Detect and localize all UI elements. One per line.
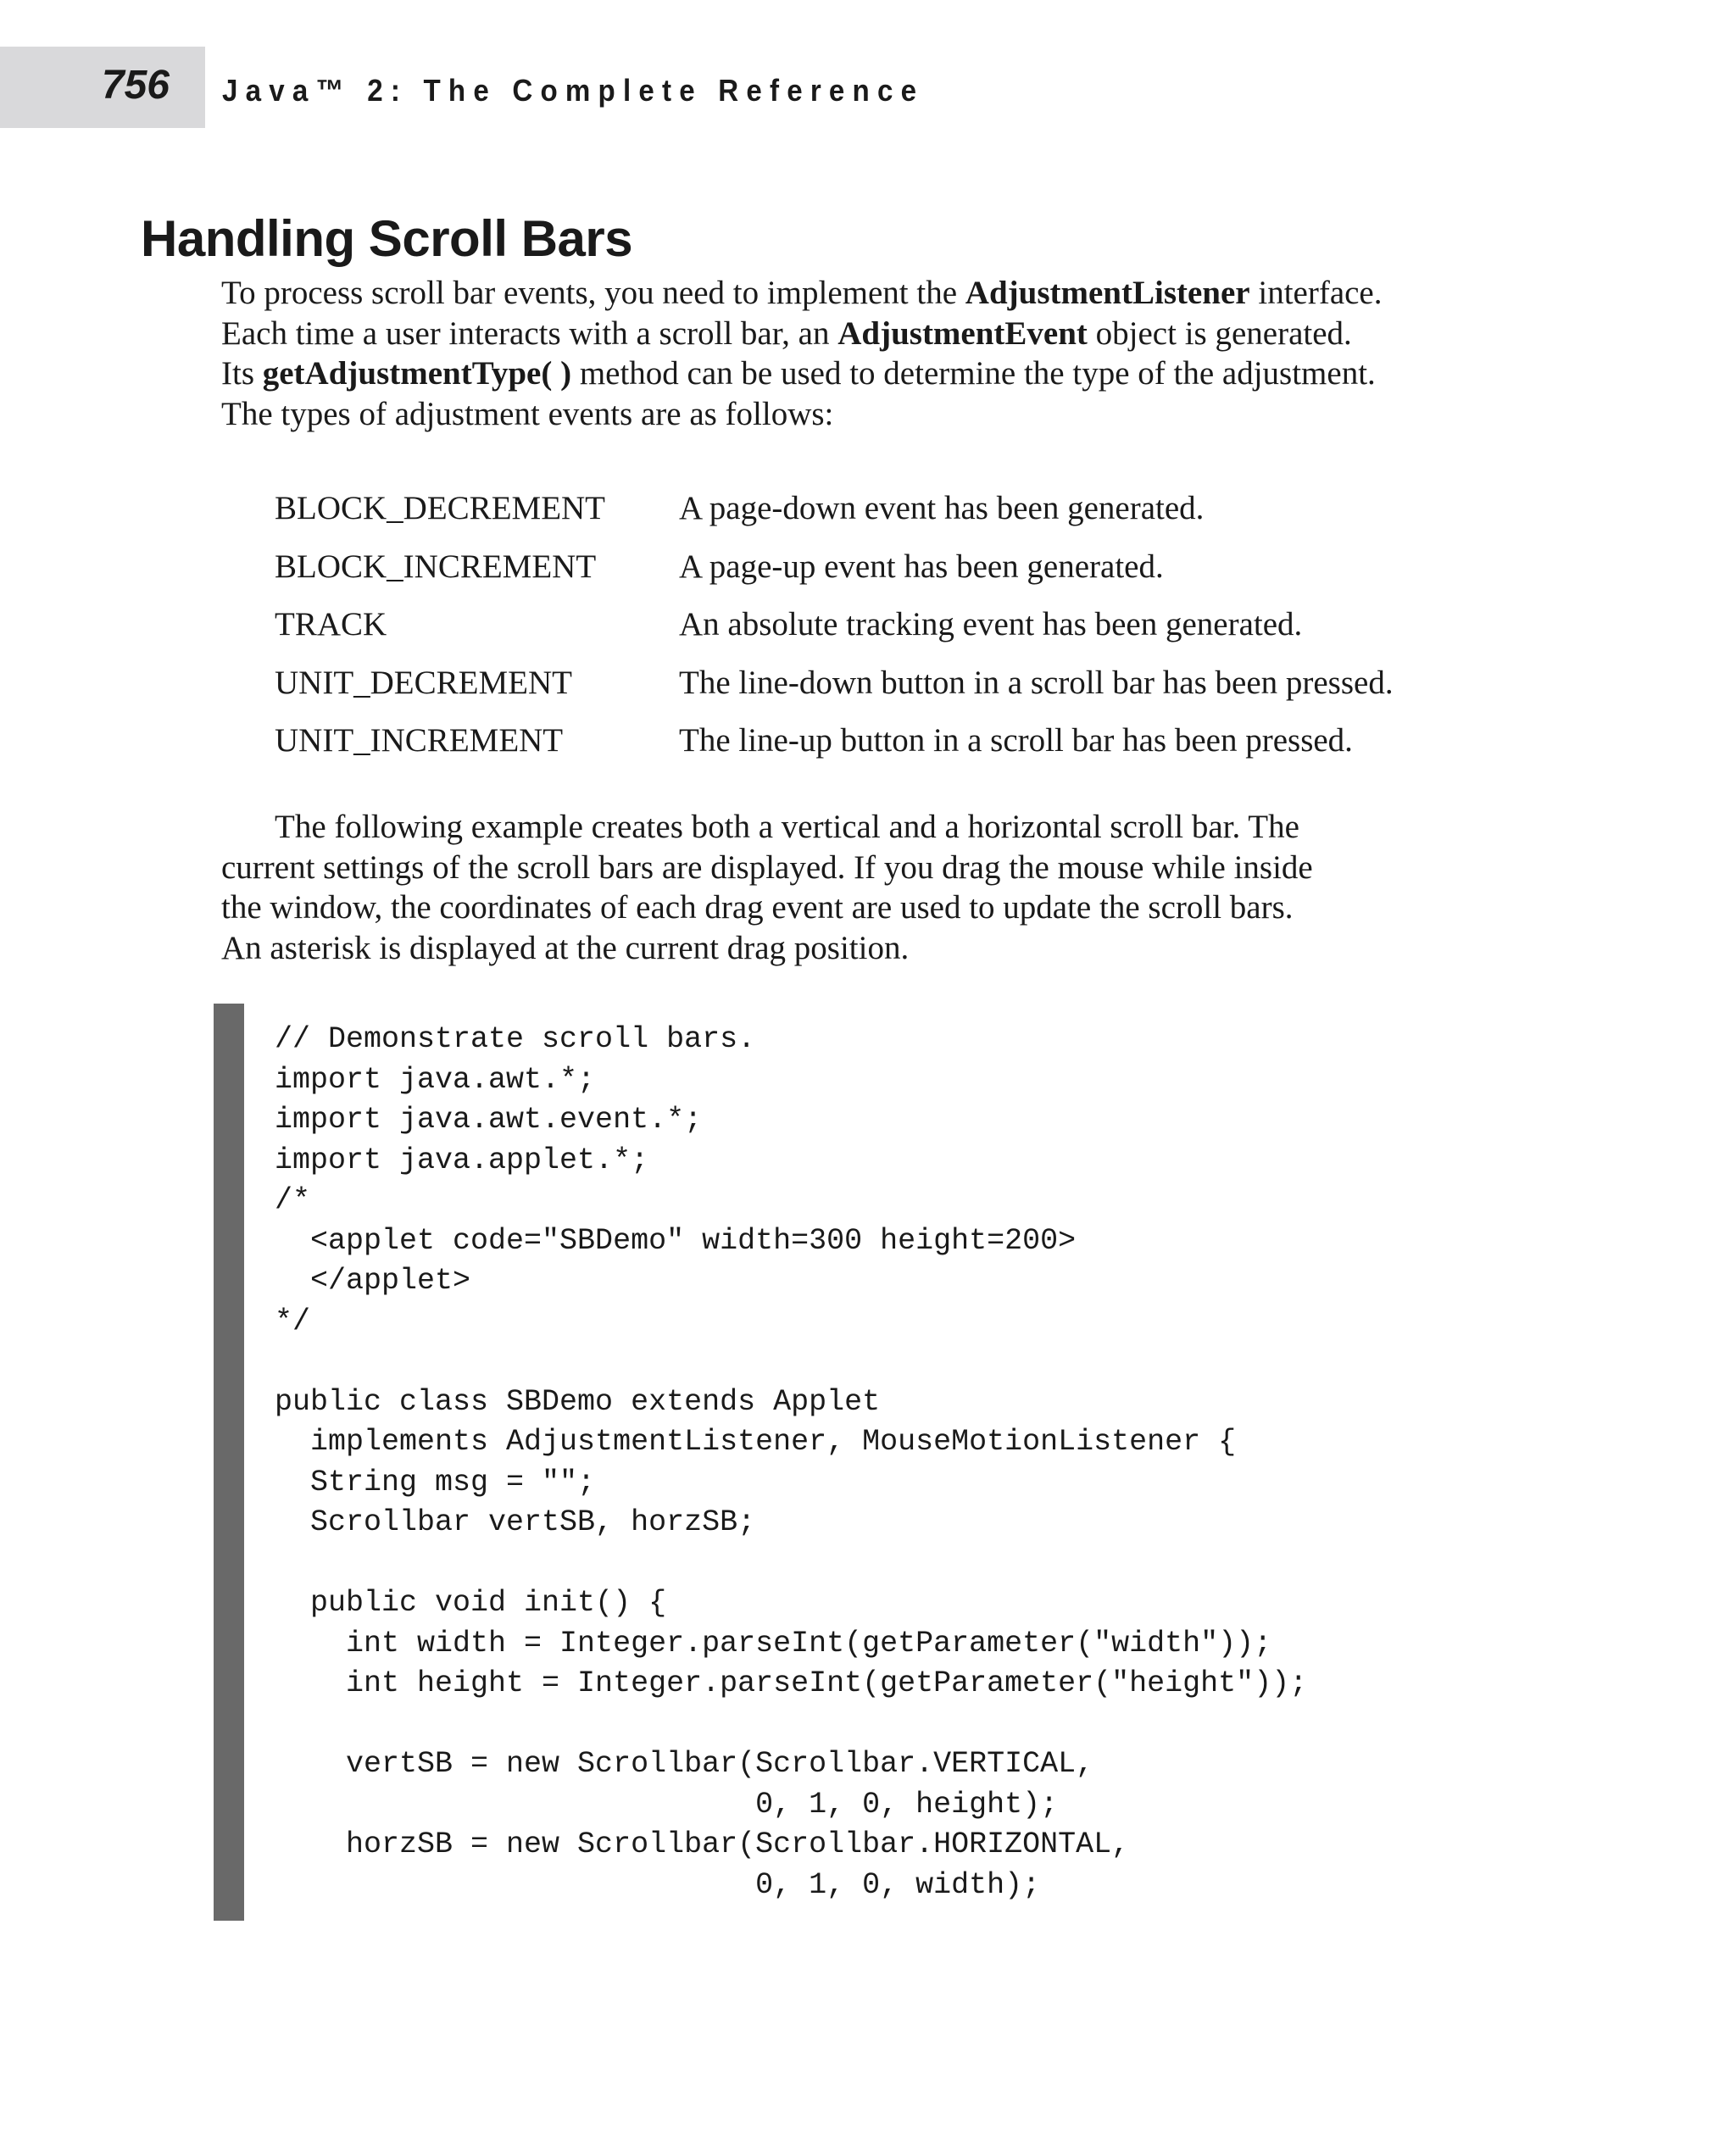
type-description: The line-down button in a scroll bar has been pressed.: [679, 664, 1394, 701]
code-line: /*: [275, 1183, 311, 1217]
intro-paragraph: [221, 273, 1544, 434]
intro-text: Each time a user interacts with a scroll bar, an: [221, 314, 838, 352]
type-description: An absolute tracking event has been generated.: [679, 606, 1303, 642]
code-line: import java.awt.*;: [275, 1062, 596, 1097]
type-description: The line-up button in a scroll bar has been pressed.: [679, 722, 1353, 759]
code-line: [275, 1544, 1307, 1584]
code-line: import java.applet.*;: [275, 1143, 649, 1177]
example-paragraph: [221, 807, 1544, 968]
table-row: [275, 717, 1546, 776]
intro-line-2: [221, 314, 1544, 354]
table-row: [275, 601, 1546, 659]
intro-text: To process scroll bar events, you need to implement the: [221, 275, 965, 311]
intro-line-4: The types of adjustment events are as follows:: [221, 395, 834, 432]
intro-text: Its: [221, 355, 263, 392]
adjustment-types-table: [275, 485, 1546, 776]
example-line: current settings of the scroll bars are displayed. If you drag the mouse while inside: [221, 848, 1313, 886]
type-name: TRACK: [275, 606, 387, 642]
table-row: [275, 485, 1546, 543]
code-line: int height = Integer.parseInt(getParameter("height"));: [275, 1666, 1308, 1700]
adjustment-listener-term: AdjustmentListener: [965, 275, 1250, 311]
code-line: Scrollbar vertSB, horzSB;: [275, 1505, 756, 1539]
type-name: BLOCK_DECREMENT: [275, 490, 605, 526]
type-description: A page-up event has been generated.: [679, 548, 1164, 585]
code-line: 0, 1, 0, height);: [275, 1787, 1059, 1822]
code-line: int width = Integer.parseInt(getParameter("width"));: [275, 1626, 1272, 1660]
code-margin-bar: [214, 1004, 244, 1921]
intro-line-3: [221, 353, 1544, 394]
running-title: Java™ 2: The Complete Reference: [222, 73, 925, 108]
page-header: [0, 47, 1736, 128]
intro-text: interface.: [1249, 275, 1383, 311]
type-description: A page-down event has been generated.: [679, 490, 1205, 526]
code-line: // Demonstrate scroll bars.: [275, 1022, 756, 1056]
code-line: implements AdjustmentListener, MouseMotionListener {: [275, 1425, 1237, 1459]
type-name: BLOCK_INCREMENT: [275, 548, 597, 585]
code-line: </applet>: [275, 1264, 471, 1298]
intro-text: object is generated.: [1087, 314, 1352, 352]
code-line: 0, 1, 0, width);: [275, 1867, 1041, 1902]
code-line: horzSB = new Scrollbar(Scrollbar.HORIZONTAL,: [275, 1827, 1130, 1861]
page-number-box: [0, 47, 205, 128]
code-line: String msg = "";: [275, 1465, 596, 1499]
type-name: UNIT_DECREMENT: [275, 664, 572, 701]
example-line: the window, the coordinates of each drag event are used to update the scroll bars.: [221, 889, 1294, 926]
code-line: vertSB = new Scrollbar(Scrollbar.VERTICAL,: [275, 1747, 1094, 1781]
type-name: UNIT_INCREMENT: [275, 722, 564, 759]
section-title: Handling Scroll Bars: [141, 210, 633, 267]
table-row: [275, 659, 1546, 718]
example-line: The following example creates both a vertical and a horizontal scroll bar. The: [275, 809, 1299, 845]
code-line: public class SBDemo extends Applet: [275, 1384, 881, 1419]
code-line: import java.awt.event.*;: [275, 1103, 703, 1137]
code-line: public void init() {: [275, 1586, 667, 1620]
code-line: */: [275, 1304, 311, 1338]
get-adjustment-type-term: getAdjustmentType( ): [262, 355, 572, 392]
adjustment-event-term: AdjustmentEvent: [837, 314, 1088, 352]
code-line: [275, 1342, 1307, 1382]
example-line: An asterisk is displayed at the current drag position.: [221, 929, 910, 966]
code-line: [275, 1705, 1307, 1745]
page-number: 756: [101, 63, 170, 108]
intro-text: method can be used to determine the type of the adjustment.: [571, 355, 1376, 392]
code-listing: [275, 1020, 1307, 1905]
code-line: <applet code="SBDemo" width=300 height=200>: [275, 1223, 1077, 1258]
table-row: [275, 543, 1546, 602]
intro-line-1: [221, 273, 1544, 314]
